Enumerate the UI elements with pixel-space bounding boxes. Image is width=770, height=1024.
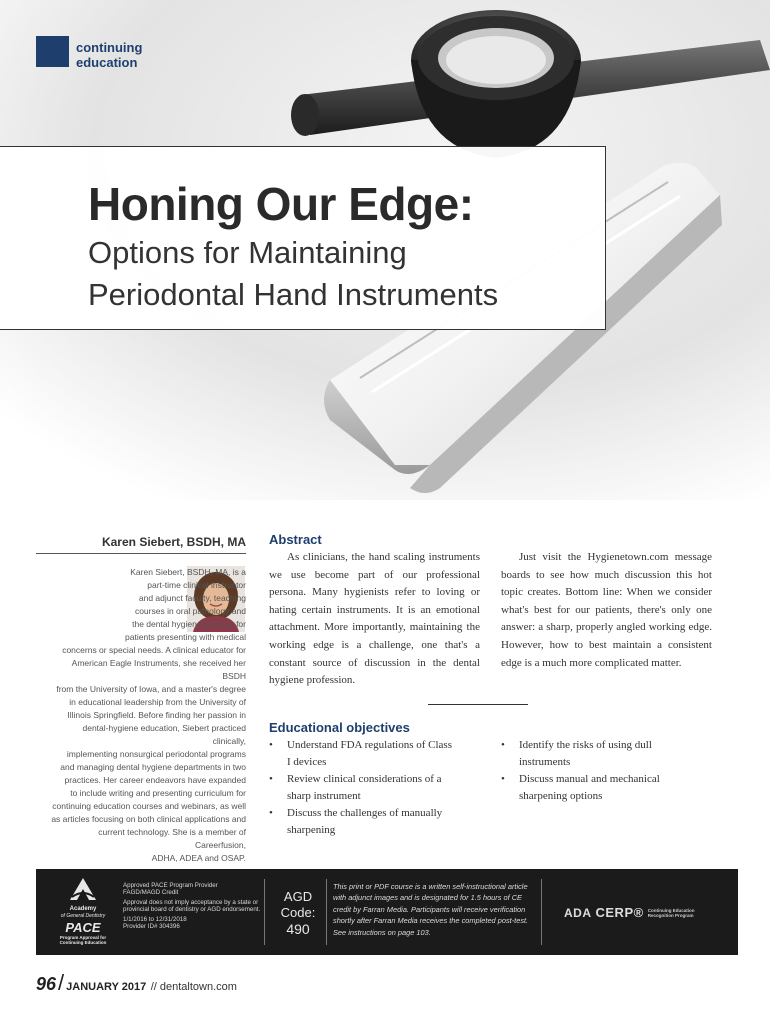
author-name: Karen Siebert, BSDH, MA [101, 535, 246, 549]
abstract-column-right [501, 549, 712, 672]
abstract-column-left [269, 549, 480, 690]
abstract-paragraph-2: Just visit the Hygienetown.com message boards to see how much discussion this hot topic creates. Bottom line: When we consider what's best for our patients, there's only one answer: a sharp, properly angled working edge. However, how to best maintain a consistent edge is a much more complicated matter. [501, 551, 712, 669]
section-divider [428, 704, 528, 705]
section-label: continuing education [76, 40, 143, 70]
author-bio: Karen Siebert, BSDH, MA, is a part-time clinical instructor and adjunct faculty, teaching courses in oral pathology and the dental hygiene process for patients presenting with medical concerns or special needs. A clinical educator for American Eagle Instruments, she received her BSDH from the University of Iowa, and a master's degree in educational leadership from the University of Illinois Springfield. Before finding her passion in dental-hygiene education, Siebert practiced clinically, implementing nonsurgical periodontal programs and managing dental hygiene departments in two practices. Her career endeavors have expanded to include writing and presenting curriculum for continuing education courses and webinars, as well as articles focusing on both clinical applications and current technology. She is a member of Careerfusion, ADHA, ADEA and OSAP. [51, 567, 246, 863]
list-item: • Review clinical considerations of a sharp instrument [269, 771, 454, 805]
objectives-heading: Educational objectives [269, 720, 410, 735]
list-item: • Identify the risks of using dull instruments [501, 737, 701, 771]
agd-logo-icon [68, 877, 98, 901]
credit-separator [326, 879, 327, 945]
pace-approval-text: Approved PACE Program Provider FAGD/MAGD Credit Approval does not imply acceptance by a state or provincial board of dentistry or AGD endorsement. 1/1/2016 to 12/31/2018 Provider ID# 304396 [123, 882, 261, 931]
abstract-heading: Abstract [269, 532, 322, 547]
credit-separator [541, 879, 542, 945]
page-folio [36, 970, 237, 996]
list-item: • Understand FDA regulations of Class I devices [269, 737, 454, 771]
author-divider [36, 553, 246, 554]
agd-pace-logo: Academy of General Dentistry PACE Program Approval for Continuing Education [46, 877, 120, 945]
agd-code: AGD Code: 490 [280, 889, 316, 937]
list-item: • Discuss manual and mechanical sharpening options [501, 771, 701, 805]
credit-separator [264, 879, 265, 945]
page-number: 96 [36, 974, 57, 994]
folio-slash: / [58, 970, 65, 995]
objectives-list-right [501, 737, 701, 805]
credit-bar [36, 869, 738, 955]
abstract-paragraph-1: As clinicians, the hand scaling instruments we use become part of our professional persona. Many hygienists refer to loving or hating certain instruments. It is an emotional attachment. More importantly, maintaining the working edge is a challenge, one that's a constant source of discussion in the dental hygiene profession. [269, 551, 480, 687]
course-description: This print or PDF course is a written self-instructional article with adjunct images and is designated for 1.5 hours of CE credit by Farran Media. Participants will receive verification shortly after Farran Media receives the completed post-test. See instructions on page 103. [333, 882, 529, 937]
objectives-list-left [269, 737, 454, 839]
article-subtitle: Options for Maintaining Periodontal Hand Instruments [88, 235, 499, 312]
ada-cerp-logo: ADA CERP® Continuing Education Recognition Program [564, 905, 695, 920]
issue-date: JANUARY 2017 [66, 981, 147, 993]
site-link[interactable]: // dentaltown.com [150, 981, 237, 993]
list-item: • Discuss the challenges of manually sharpening [269, 805, 454, 839]
section-marker [36, 36, 69, 67]
article-title: Honing Our Edge: [88, 178, 474, 230]
